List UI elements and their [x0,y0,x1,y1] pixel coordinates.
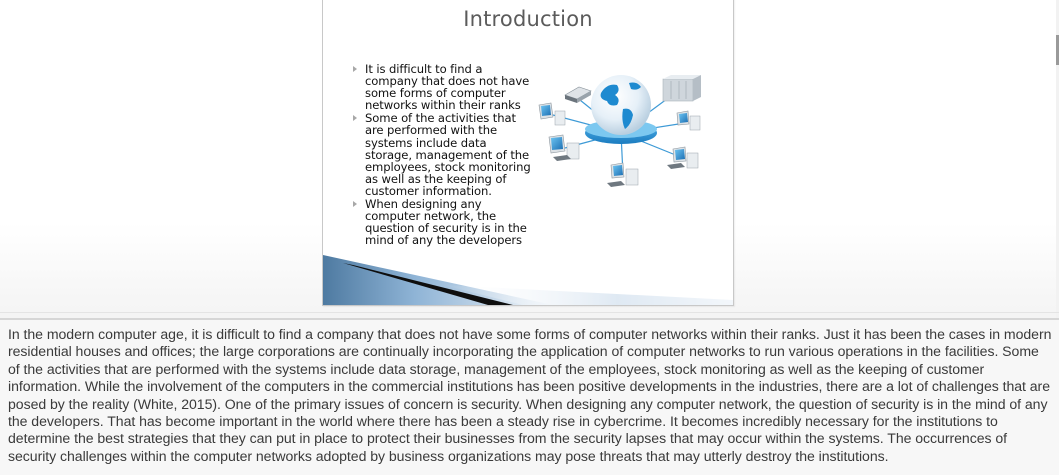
bullet-item [351,112,531,197]
bullet-item [351,63,531,111]
network-globe-icon [535,63,707,197]
bullet-text: When designing any computer network, the question of security is in the mind of any the developers [365,197,527,248]
bullet-list [351,63,531,247]
bullet-arrow-icon [353,66,357,72]
notes-pane[interactable] [0,320,1059,475]
slide-title: Introduction [463,7,593,31]
notes-text[interactable]: In the modern computer age, it is difficult to find a company that does not have some forms of computer networks within their ranks. Just it has been the cases in modern residential houses and offices; the large corporations are continually incorporating the application of computer networks to run various operations in the facilities. Some of the activities that are performed with the systems include data storage, management of the employees, stock monitoring as well as the keeping of customer information. While the involvement of the computers in the commercial institutions has been positive developments in the industries, there are a lot of challenges that are posed by the reality (White, 2015). One of the primary issues of concern is security. When designing any computer network, the question of security is in the mind of any the developers. That has become important in the world where there has been a steady rise in cybercrime. It becomes incredibly necessary for the institutions to determine the best strategies that they can put in place to protect their businesses from the security lapses that may occur within the systems. The occurrences of security challenges within the computer networks adopted by business organizations may pose threats that may utterly destroy the institutions. [8,326,1052,464]
bullet-text: Some of the activities that are performed with the systems include data storage, management of the employees, stock monitoring as well as the keeping of customer information. [365,111,531,198]
bullet-text: It is difficult to find a company that does not have some forms of computer networks within their ranks [365,62,530,113]
slide-swoosh-decoration [323,255,733,305]
bullet-arrow-icon [353,115,357,121]
bullet-item [351,198,531,246]
pane-divider-line [0,312,1059,313]
bullet-arrow-icon [353,201,357,207]
slide[interactable] [322,0,734,306]
